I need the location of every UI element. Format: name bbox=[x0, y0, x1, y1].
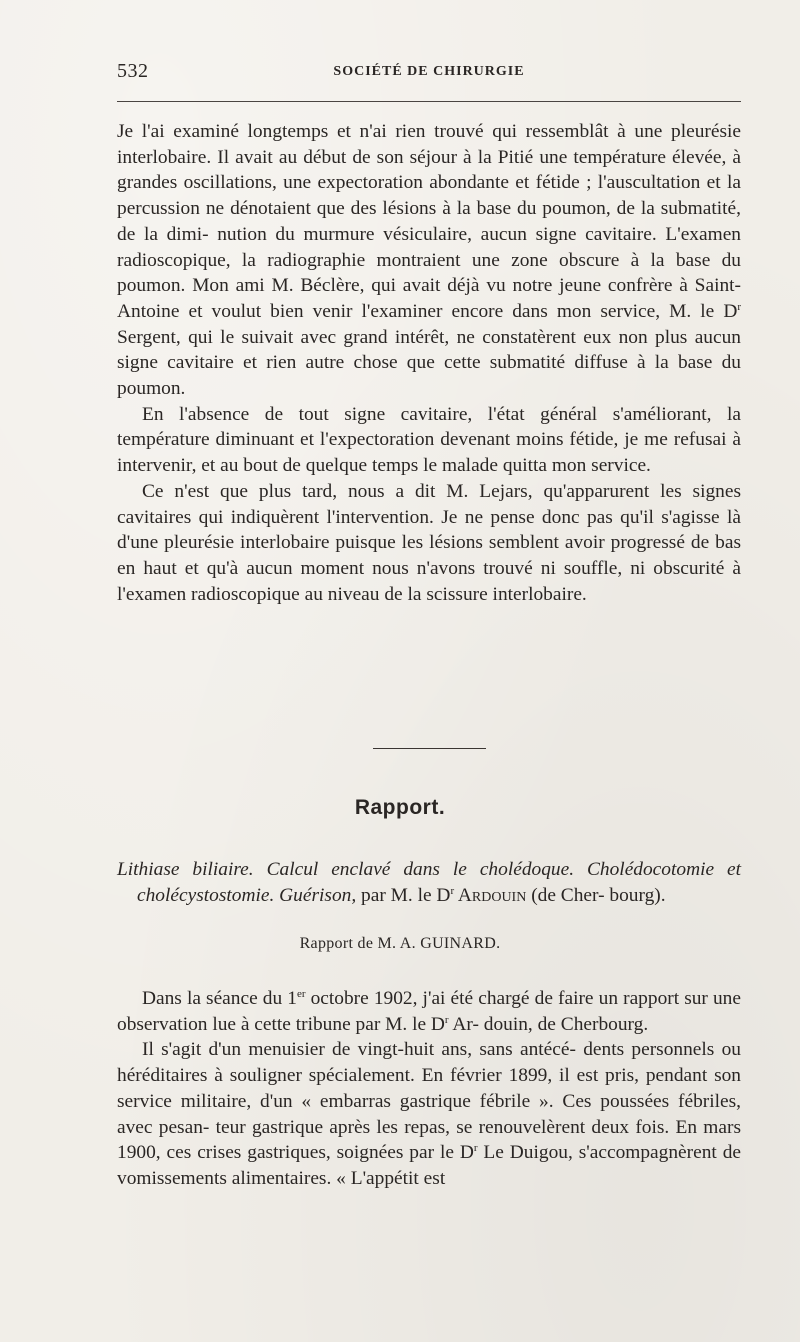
page-header bbox=[117, 60, 741, 90]
discussion-text bbox=[117, 119, 741, 607]
paragraph bbox=[117, 986, 741, 1037]
page-number: 532 bbox=[117, 60, 149, 82]
header-rule bbox=[117, 101, 741, 102]
report-subject bbox=[117, 857, 741, 909]
paragraph-text: Ar- douin, de Cherbourg. bbox=[448, 1013, 649, 1035]
paragraph-text: Il s'agit d'un menuisier de vingt-huit ans, sans antécé- dents personnels ou héréditaires à souligner spécialement. En février 1899, il est pris, pendant son service militaire, d'un « embarras gastrique fébrile ». Ces poussées fébriles, avec pesan- teur gastrique après les repas, se renouvelèrent deux fois. En mars 1900, ces crises gastriques, soignées par le D bbox=[117, 1039, 741, 1164]
section-divider bbox=[373, 748, 486, 749]
superscript: r bbox=[444, 1013, 449, 1026]
section-title: Rapport. bbox=[354, 796, 446, 819]
paragraph-text: Je l'ai examiné longtemps et n'ai rien trouvé qui ressemblât à une pleurésie interlobaire. Il avait au début de son séjour à la Pitié une température élevée, à grandes oscillations, une expectoration abondante et fétide ; l'auscultation et la percussion ne dénotaient que des lésions à la base du poumon, de la submatité, de la dimi- nution du murmure vésiculaire, aucun signe cavitaire. L'examen radioscopique, la radiographie montraient une zone obscure à la base du poumon. Mon ami M. Béclère, qui avait déjà vu notre jeune confrère à Saint-Antoine et voulut bien venir l'examiner encore dans mon service, M. le D bbox=[117, 121, 741, 322]
paragraph bbox=[117, 119, 741, 402]
superscript: r bbox=[737, 300, 741, 313]
paragraph: Ce n'est que plus tard, nous a dit M. Lejars, qu'apparurent les signes cavitaires qui indiquèrent l'intervention. Je ne pense donc pas qu'il s'agisse là d'une pleurésie interlobaire puisque les lésions semblent avoir progressé de bas en haut et qu'à aucun moment nous n'avons trouvé ni souffle, ni obscurité à l'examen radioscopique au niveau de la scissure interlobaire. bbox=[117, 480, 741, 605]
running-head: SOCIÉTÉ DE CHIRURGIE bbox=[333, 64, 525, 79]
superscript: er bbox=[296, 988, 306, 1000]
subject-text: par M. le D bbox=[356, 885, 451, 906]
subject-text: (de Cher- bourg). bbox=[526, 885, 666, 906]
author-name: Ardouin bbox=[454, 885, 527, 906]
paragraph-text: Dans la séance du 1 bbox=[142, 988, 297, 1009]
subject-italic: Lithiase biliaire. Calcul enclavé dans le cholédoque. Cholédocotomie et cholécystostomie. Guérison, bbox=[117, 859, 741, 906]
paragraph-text: octobre 1902, j'ai été chargé de faire un rapport sur une observation lue à cette tribune par M. le D bbox=[117, 988, 741, 1035]
report-byline: Rapport de M. A. GUINARD. bbox=[299, 935, 501, 952]
paragraph bbox=[117, 1037, 741, 1191]
paragraph-text: Sergent, qui le suivait avec grand intérêt, ne constatèrent eux non plus aucun signe cavitaire et rien autre chose que cette submatité diffuse à la base du poumon. bbox=[117, 326, 741, 400]
paragraph: En l'absence de tout signe cavitaire, l'état général s'améliorant, la température diminuant et l'expectoration devenant moins fétide, je me refusai à intervenir, et au bout de quelque temps le malade quitta mon service. bbox=[117, 403, 741, 477]
superscript: r bbox=[450, 885, 455, 897]
report-text bbox=[117, 986, 741, 1192]
superscript: r bbox=[473, 1142, 478, 1155]
paragraph-text: Le Duigou, s'accompagnèrent de vomissements alimentaires. « L'appétit est bbox=[117, 1142, 741, 1189]
